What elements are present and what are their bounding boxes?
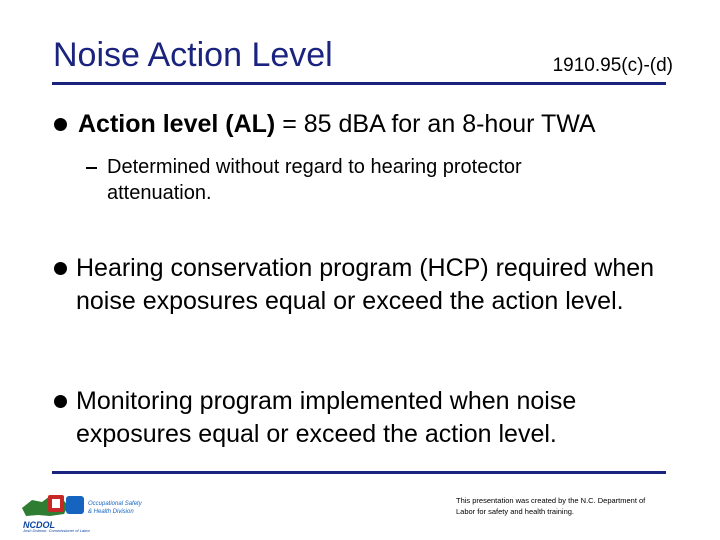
logo-name: NCDOL — [23, 520, 55, 530]
bullet-1-sub-text: Determined without regard to hearing protector attenuation. — [107, 156, 522, 204]
top-divider — [52, 82, 666, 85]
logo-tagline-2: & Health Division — [88, 509, 134, 515]
bullet-dot — [54, 118, 67, 131]
bullet-1-rest: = 85 dBA for an 8-hour TWA — [275, 110, 596, 138]
bullet-1-text — [78, 108, 698, 141]
bottom-divider — [52, 471, 666, 474]
logo-subtitle: Josh Dobson, Commissioner of Labor — [23, 528, 90, 532]
slide-title: Noise Action Level — [53, 36, 333, 74]
ncdol-logo — [20, 486, 146, 532]
bullet-1-bold: Action level (AL) — [78, 110, 276, 138]
standard-reference: 1910.95(c)-(d) — [552, 55, 673, 76]
bullet-2-text: Hearing conservation program (HCP) required when noise exposures equal or exceed the action level. — [76, 254, 655, 315]
sub-bullet-dash — [86, 167, 97, 169]
bullet-3-text: Monitoring program implemented when noise exposures equal or exceed the action level. — [76, 387, 577, 448]
logo-tagline-1: Occupational Safety — [88, 501, 142, 507]
logo-badge-blue-icon — [66, 496, 84, 514]
bullet-dot — [54, 262, 67, 275]
footer-note: This presentation was created by the N.C. Department of Labor for safety and health training. — [456, 496, 646, 516]
logo-badge-inner-icon — [52, 499, 60, 508]
bullet-dot — [54, 395, 67, 408]
